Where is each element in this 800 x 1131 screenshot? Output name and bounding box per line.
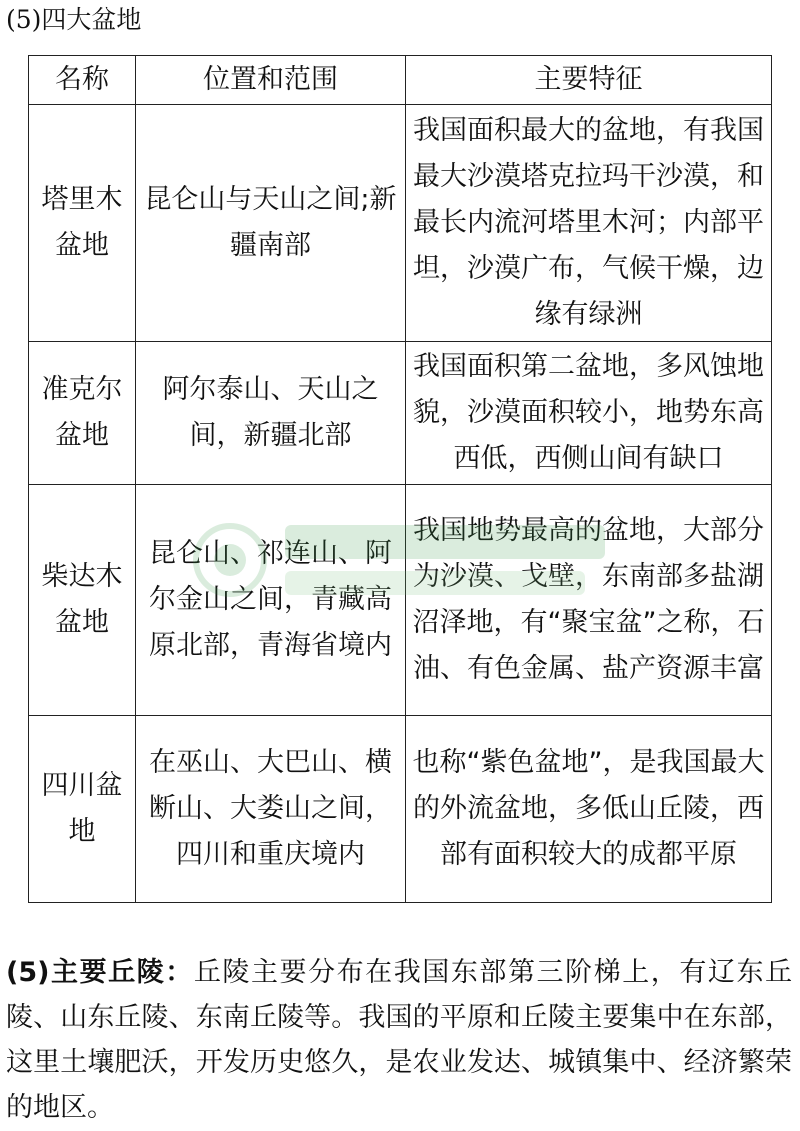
table-header-row [29, 56, 772, 105]
hills-heading: (5)主要丘陵： [6, 957, 194, 988]
basin-position-cell: 昆仑山、祁连山、阿尔金山之间，青藏高原北部，青海省境内 [136, 485, 406, 716]
table-row [29, 716, 772, 903]
table-row [29, 105, 772, 342]
basin-features-cell: 我国面积最大的盆地，有我国最大沙漠塔克拉玛干沙漠，和最长内流河塔里木河；内部平坦，沙漠广布，气候干燥，边缘有绿洲 [406, 105, 772, 342]
basin-name-cell: 柴达木盆地 [29, 485, 136, 716]
section-title: (5)四大盆地 [6, 5, 142, 34]
basin-features-cell: 也称“紫色盆地”，是我国最大的外流盆地，多低山丘陵，西部有面积较大的成都平原 [406, 716, 772, 903]
table-row [29, 342, 772, 485]
hills-paragraph [6, 950, 792, 1130]
basin-features-cell: 我国面积第二盆地，多风蚀地貌，沙漠面积较小，地势东高西低，西侧山间有缺口 [406, 342, 772, 485]
basin-name-cell: 准克尔盆地 [29, 342, 136, 485]
basins-table [28, 55, 772, 903]
header-name: 名称 [29, 56, 136, 105]
basin-position-cell: 在巫山、大巴山、横断山、大娄山之间，四川和重庆境内 [136, 716, 406, 903]
basin-name-cell: 四川盆地 [29, 716, 136, 903]
basin-features-cell: 我国地势最高的盆地，大部分为沙漠、戈壁，东南部多盐湖沼泽地，有“聚宝盆”之称，石油、有色金属、盐产资源丰富 [406, 485, 772, 716]
header-features: 主要特征 [406, 56, 772, 105]
hills-text: 丘陵主要分布在我国东部第三阶梯上，有辽东丘陵、山东丘陵、东南丘陵等。我国的平原和丘陵主要集中在东部，这里土壤肥沃，开发历史悠久，是农业发达、城镇集中、经济繁荣的地区。 [6, 957, 793, 1123]
basin-position-cell: 阿尔泰山、天山之间，新疆北部 [136, 342, 406, 485]
basin-position-cell: 昆仑山与天山之间;新疆南部 [136, 105, 406, 342]
header-position: 位置和范围 [136, 56, 406, 105]
basin-name-cell: 塔里木盆地 [29, 105, 136, 342]
table-row [29, 485, 772, 716]
